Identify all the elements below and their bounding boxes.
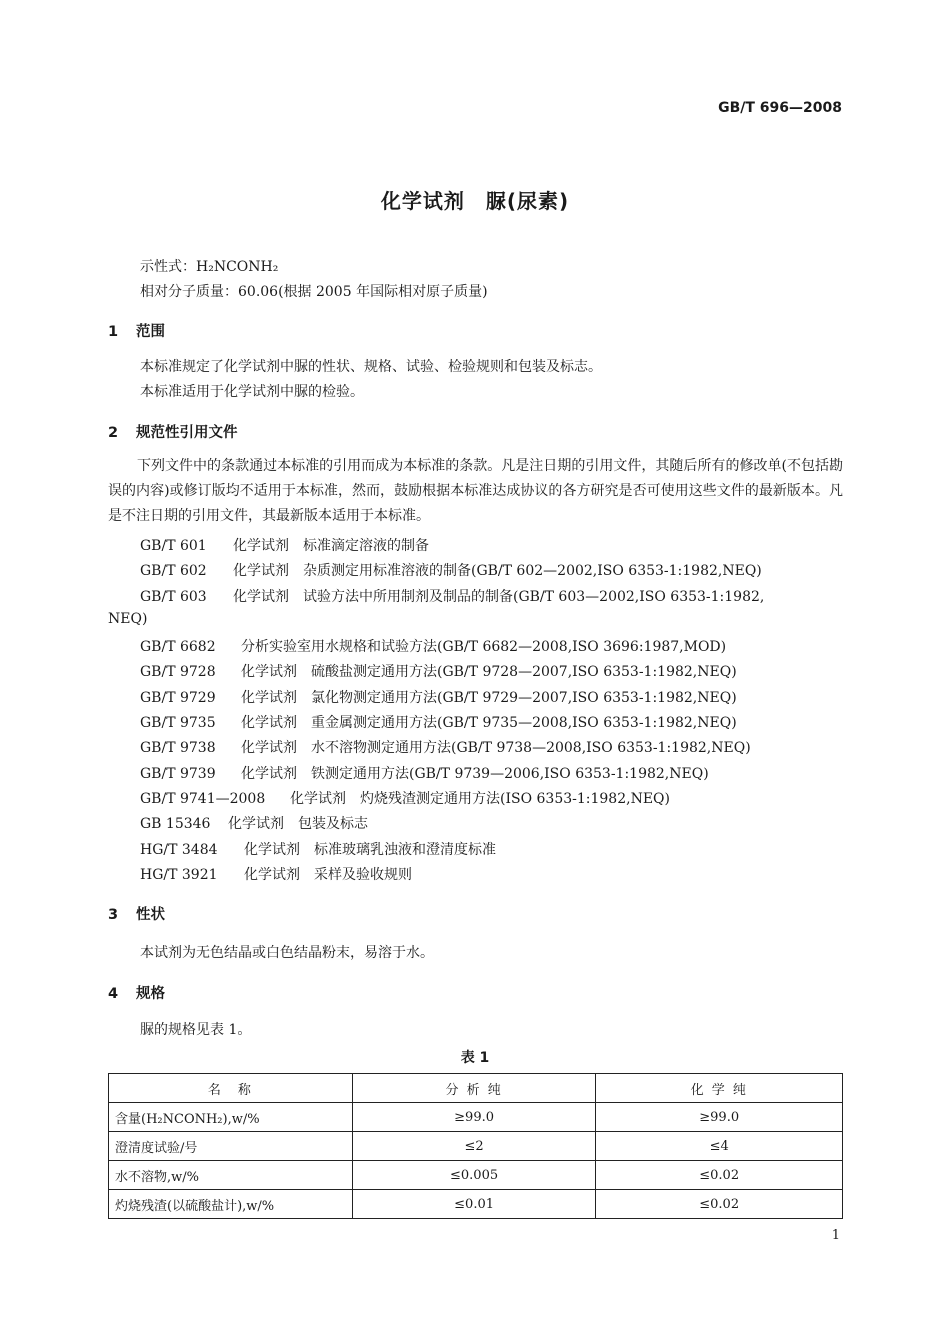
section-number: 2 (108, 425, 119, 441)
ref-code: GB/T 9728 (140, 664, 216, 680)
spec-table (108, 1073, 843, 1219)
ref-code: GB 15346 (140, 816, 211, 832)
ref-item (140, 737, 751, 757)
table-header-row (109, 1074, 843, 1103)
section-number: 1 (108, 324, 119, 340)
ref-code: HG/T 3484 (140, 842, 218, 858)
ref-code: GB/T 9729 (140, 690, 216, 706)
ref-code: GB/T 9741—2008 (140, 791, 266, 807)
ref-code: GB/T 601 (140, 538, 207, 554)
section-number: 4 (108, 986, 119, 1002)
ref-item (140, 813, 368, 833)
document-title: 化学试剂 脲(尿素) (380, 189, 570, 213)
ref-text: 化学试剂 标准玻璃乳浊液和澄清度标准 (244, 842, 496, 858)
ref-item (140, 763, 709, 783)
row-label: 含量(H₂NCONH₂),w/% (109, 1103, 353, 1132)
ref-item (140, 864, 412, 884)
ar-value: ≥99.0 (352, 1103, 596, 1132)
ref-text: 化学试剂 包装及标志 (228, 816, 368, 832)
ref-text: 化学试剂 标准滴定溶液的制备 (233, 538, 429, 554)
ref-code: GB/T 6682 (140, 639, 216, 655)
table-row (109, 1103, 843, 1132)
ref-item (140, 535, 429, 555)
section-4-para: 脲的规格见表 1。 (140, 1022, 252, 1038)
ref-text: 化学试剂 重金属测定通用方法(GB/T 9735—2008,ISO 6353-1:1982,NEQ) (241, 715, 737, 731)
section-title: 规格 (136, 986, 165, 1002)
cp-value: ≥99.0 (596, 1103, 843, 1132)
ref-text: 化学试剂 试验方法中所用制剂及制品的制备(GB/T 603—2002,ISO 6353-1:1982, (233, 589, 765, 605)
column-header-name: 名 称 (109, 1074, 353, 1103)
ref-code: GB/T 9735 (140, 715, 216, 731)
ref-item (140, 839, 496, 859)
standard-code: GB/T 696—2008 (718, 100, 842, 116)
ref-item (140, 687, 737, 707)
ref-text: 分析实验室用水规格和试验方法(GB/T 6682—2008,ISO 3696:1987,MOD) (241, 639, 727, 655)
row-label: 水不溶物,w/% (109, 1161, 353, 1190)
column-header-cp: 化 学 纯 (596, 1074, 843, 1103)
ref-text: 化学试剂 灼烧残渣测定通用方法(ISO 6353-1:1982,NEQ) (290, 791, 670, 807)
ref-item (140, 560, 762, 580)
ar-value: ≤0.005 (352, 1161, 596, 1190)
ref-text: 化学试剂 铁测定通用方法(GB/T 9739—2006,ISO 6353-1:1982,NEQ) (241, 766, 709, 782)
ref-item (140, 712, 737, 732)
section-1-para-1: 本标准规定了化学试剂中脲的性状、规格、试验、检验规则和包装及标志。 (140, 359, 602, 375)
ref-text: 化学试剂 硫酸盐测定通用方法(GB/T 9728—2007,ISO 6353-1:1982,NEQ) (241, 664, 737, 680)
ref-code: GB/T 602 (140, 563, 207, 579)
section-1-para-2: 本标准适用于化学试剂中脲的检验。 (140, 384, 364, 400)
molecular-mass-line: 相对分子质量：60.06(根据 2005 年国际相对原子质量) (140, 284, 488, 300)
ref-code: HG/T 3921 (140, 867, 218, 883)
ar-value: ≤0.01 (352, 1190, 596, 1219)
row-label: 澄清度试验/号 (109, 1132, 353, 1161)
section-title: 规范性引用文件 (136, 425, 238, 441)
cp-value: ≤0.02 (596, 1190, 843, 1219)
section-3-para: 本试剂为无色结晶或白色结晶粉末，易溶于水。 (140, 945, 434, 961)
table-row (109, 1161, 843, 1190)
table-row (109, 1190, 843, 1219)
ref-item (140, 636, 726, 656)
ref-code: GB/T 9738 (140, 740, 216, 756)
ref-item (140, 788, 670, 808)
column-header-ar: 分 析 纯 (352, 1074, 596, 1103)
section-title: 性状 (136, 907, 165, 923)
section-3-heading (108, 903, 165, 924)
row-label: 灼烧残渣(以硫酸盐计),w/% (109, 1190, 353, 1219)
ref-code: GB/T 603 (140, 589, 207, 605)
section-number: 3 (108, 907, 119, 923)
section-2-heading (108, 421, 238, 442)
section-2-intro: 下列文件中的条款通过本标准的引用而成为本标准的条款。凡是注日期的引用文件，其随后所有的修改单(不包括勘误的内容)或修订版均不适用于本标准，然而，鼓励根据本标准达成协议的各方研究是否可使用这些文件的最新版本。凡是不注日期的引用文件，其最新版本适用于本标准。 (108, 458, 843, 524)
table-caption: 表 1 (460, 1050, 490, 1066)
section-title: 范围 (136, 324, 165, 340)
ref-text: 化学试剂 氯化物测定通用方法(GB/T 9729—2007,ISO 6353-1:1982,NEQ) (241, 690, 737, 706)
ref-continuation: NEQ) (108, 611, 148, 627)
ar-value: ≤2 (352, 1132, 596, 1161)
ref-code: GB/T 9739 (140, 766, 216, 782)
cp-value: ≤0.02 (596, 1161, 843, 1190)
ref-text: 化学试剂 杂质测定用标准溶液的制备(GB/T 602—2002,ISO 6353-1:1982,NEQ) (233, 563, 762, 579)
cp-value: ≤4 (596, 1132, 843, 1161)
ref-text: 化学试剂 采样及验收规则 (244, 867, 412, 883)
table-row (109, 1132, 843, 1161)
page-number: 1 (831, 1228, 840, 1243)
section-4-heading (108, 982, 165, 1003)
ref-item (140, 661, 737, 681)
ref-item (140, 586, 764, 606)
ref-text: 化学试剂 水不溶物测定通用方法(GB/T 9738—2008,ISO 6353-1:1982,NEQ) (241, 740, 751, 756)
formula-line: 示性式：H₂NCONH₂ (140, 259, 279, 275)
section-1-heading (108, 320, 165, 341)
